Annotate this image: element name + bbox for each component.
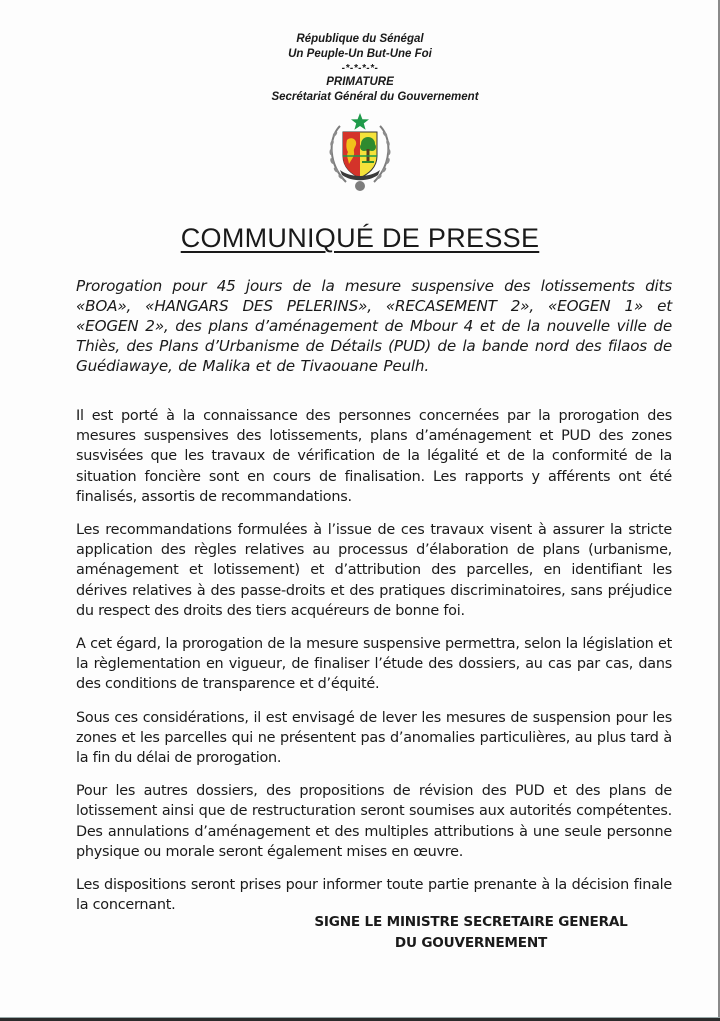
press-release-subject: Prorogation pour 45 jours de la mesure suspensive des lotissements dits «BOA», «HANGARS DES PELERINS», «RECASEMENT 2», «EOGEN 1» et «EOGEN 2», des plans d’aménagement de Mbour 4 et de la nouvelle ville de Thiès, des Plans d’Urbanisme de Détails (PUD) de la bande nord des filaos de Guédiawaye, de Malika et de Tivaouane Peulh. bbox=[76, 277, 672, 375]
press-release-body bbox=[76, 406, 672, 928]
header-separator: -*-*-*-*- bbox=[341, 63, 379, 74]
letterhead bbox=[0, 32, 720, 105]
page-title bbox=[0, 222, 720, 254]
office-name: PRIMATURE bbox=[326, 76, 394, 88]
department-name: Secrétariat Général du Gouvernement bbox=[271, 91, 479, 103]
country-name: République du Sénégal bbox=[296, 33, 424, 45]
paragraph: Les recommandations formulées à l’issue de ces travaux visent à assurer la stricte application des règles relatives au processus d’élaboration de plans (urbanisme, aménagement et lotissement) et d’attribution des parcelles, en identifiant les dérives relatives à des passe-droits et des pratiques discriminatoires, sans préjudice du respect des droits des tiers acquéreurs de bonne foi. bbox=[76, 522, 672, 619]
signature-line-1: SIGNE LE MINISTRE SECRETAIRE GENERAL bbox=[314, 914, 628, 930]
senegal-coat-of-arms-icon bbox=[326, 112, 394, 194]
title-text: COMMUNIQUÉ DE PRESSE bbox=[180, 223, 540, 253]
signature-block bbox=[296, 912, 646, 954]
paragraph: Sous ces considérations, il est envisagé de lever les mesures de suspension pour les zones et les parcelles qui ne présentent pas d’anomalies particulières, au plus tard à la fin du délai de prorogation. bbox=[76, 709, 672, 767]
signature-line-2: DU GOUVERNEMENT bbox=[394, 935, 548, 951]
paragraph: Pour les autres dossiers, des propositions de révision des PUD et des plans de lotissement ainsi que de restructuration seront soumises aux autorités compétentes. Des annulations d’aménagement et des multiples attributions à une seule personne physique ou morale seront également mises en œuvre. bbox=[76, 783, 672, 860]
paragraph: A cet égard, la prorogation de la mesure suspensive permettra, selon la législation et la règlementation en vigueur, de finaliser l’étude des dossiers, au cas par cas, dans des conditions de transparence et d’équité. bbox=[76, 636, 672, 693]
national-motto: Un Peuple-Un But-Une Foi bbox=[288, 48, 432, 60]
shield-icon bbox=[343, 132, 377, 178]
paragraph: Il est porté à la connaissance des personnes concernées par la prorogation des mesures suspensives des lotissements, plans d’aménagement et PUD des zones susvisées que les travaux de vérification de la légalité et de la conformité de la situation foncière sont en cours de finalisation. Les rapports y afférents ont été finalisés, assortis de recommandations. bbox=[76, 408, 672, 505]
bottom-edge bbox=[0, 1017, 720, 1021]
medal-icon bbox=[355, 181, 365, 191]
green-star-icon bbox=[351, 113, 369, 130]
paragraph: Les dispositions seront prises pour informer toute partie prenante à la décision finale la concernant. bbox=[76, 877, 672, 914]
coat-of-arms-graphic bbox=[326, 112, 394, 194]
